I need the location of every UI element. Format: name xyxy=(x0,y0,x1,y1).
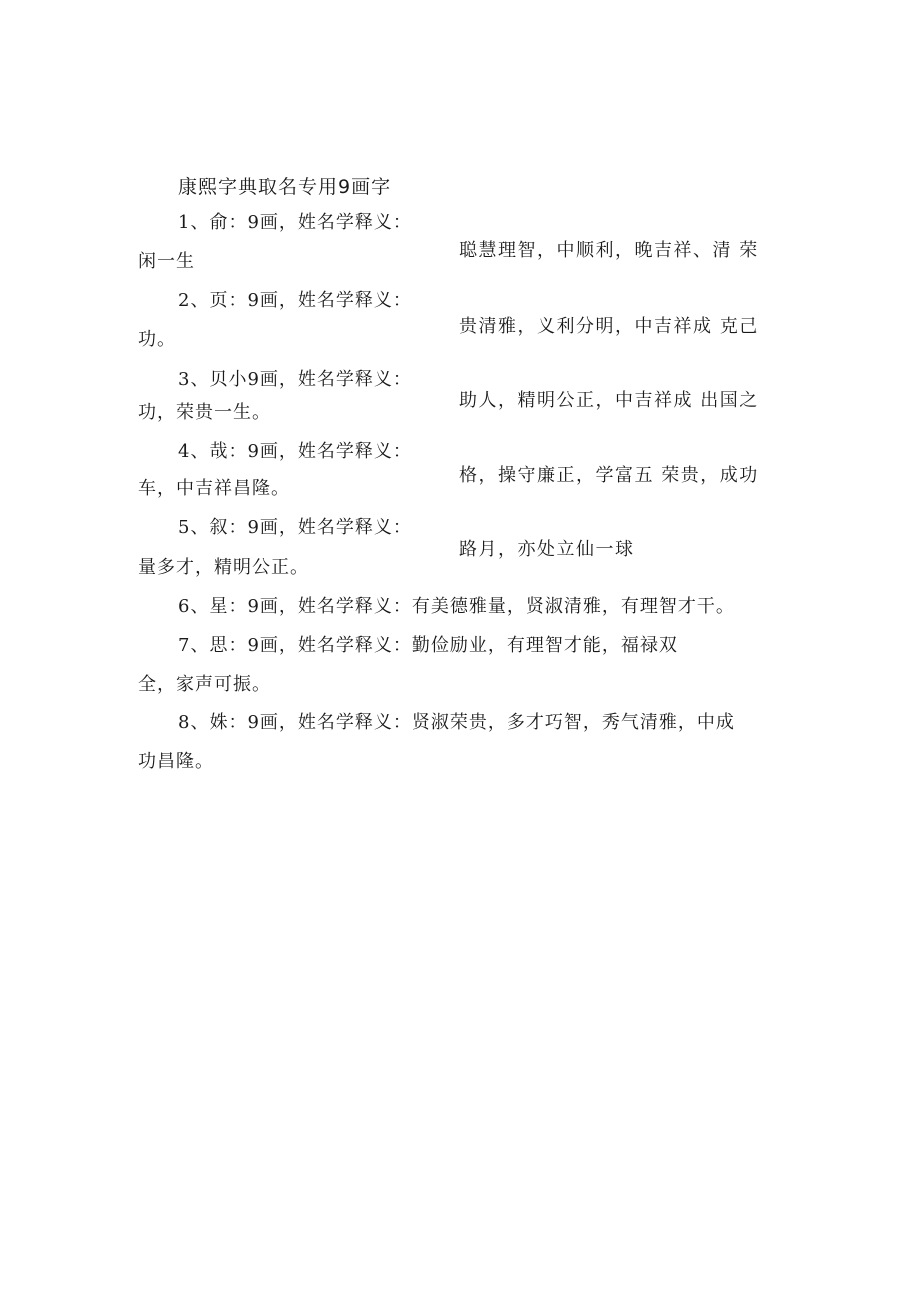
right-column-line-3: 助人，精明公正，中吉祥成 出国之 xyxy=(459,390,759,411)
right-column-line-2: 贵清雅，义利分明，中吉祥成 克己 xyxy=(459,316,759,337)
entry-5-continuation: 量多才，精明公正。 xyxy=(138,557,309,578)
right-column-line-5-clipped xyxy=(459,536,659,560)
entry-7-continuation: 全，家声可振。 xyxy=(138,674,271,695)
entry-4-heading: 4、哉：9画，姓名学释义： xyxy=(178,441,412,462)
right-column-line-5: 路月，亦处立仙一球 xyxy=(459,539,635,560)
entry-4-continuation: 车，中吉祥昌隆。 xyxy=(138,478,290,499)
entry-8-heading: 8、姝：9画，姓名学释义：贤淑荣贵，多才巧智，秀气清雅，中成 xyxy=(178,712,735,733)
entry-2-continuation: 功。 xyxy=(138,329,176,350)
entry-6: 6、星：9画，姓名学释义：有美德雅量，贤淑清雅，有理智才干。 xyxy=(178,596,735,617)
document-title: 康熙字典取名专用9画字 xyxy=(178,176,392,198)
entry-8-continuation: 功昌隆。 xyxy=(138,751,214,772)
entry-7-heading: 7、思：9画，姓名学释义：勤俭励业，有理智才能，福禄双 xyxy=(178,635,678,656)
entry-3-heading: 3、贝小9画，姓名学释义： xyxy=(178,369,412,390)
entry-5-heading: 5、叙：9画，姓名学释义： xyxy=(178,517,412,538)
entry-1-continuation: 闲一生 xyxy=(138,251,195,272)
entry-1-heading: 1、俞：9画，姓名学释义： xyxy=(178,212,412,233)
entry-2-heading: 2、页：9画，姓名学释义： xyxy=(178,290,412,311)
right-column-line-4: 格，操守廉正，学富五 荣贵，成功 xyxy=(459,465,759,486)
right-column-line-1: 聪慧理智，中顺利，晚吉祥、清 荣 xyxy=(459,240,759,261)
entry-3-continuation: 功，荣贵一生。 xyxy=(138,402,271,423)
